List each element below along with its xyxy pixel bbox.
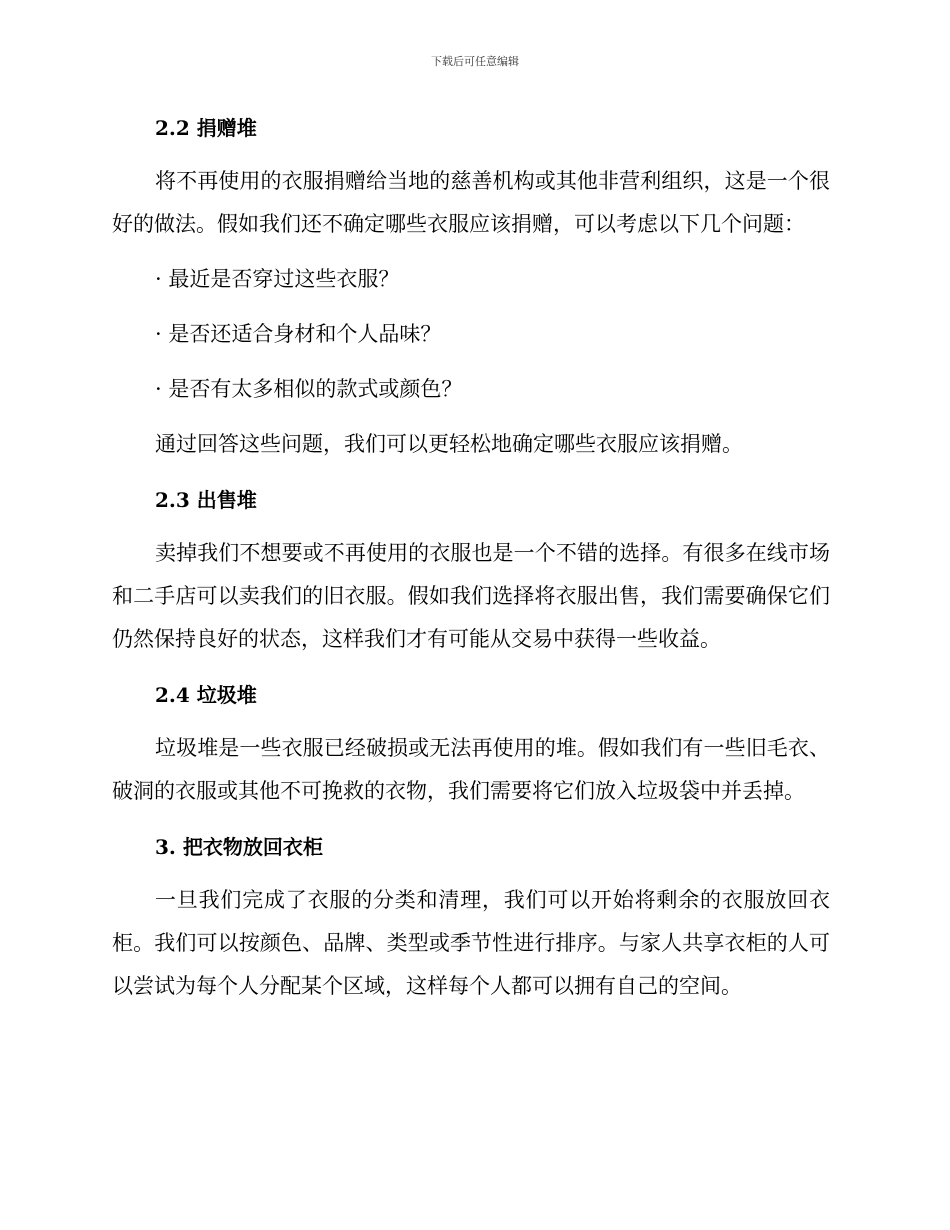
bullet-item: · 是否还适合身材和个人品味？ [155,322,442,346]
section-heading-2-3: 2.3 出售堆 [155,488,257,512]
section-heading-2-2: 2.2 捐赠堆 [155,116,257,140]
document-body [112,108,830,1008]
section-2-2-intro: 将不再使用的衣服捐赠给当地的慈善机构或其他非营利组织，这是一个很好的做法。假如我们还不确定哪些衣服应该捐赠，可以考虑以下几个问题： [112,169,830,236]
section-3-body: 一旦我们完成了衣服的分类和清理，我们可以开始将剩余的衣服放回衣柜。我们可以按颜色、品牌、类型或季节性进行排序。与家人共享衣柜的人可以尝试为每个人分配某个区域，这样每个人都可以拥有自己的空间。 [112,888,830,998]
bullet-item: · 是否有太多相似的款式或颜色？ [155,377,463,401]
section-2-2-outro: 通过回答这些问题，我们可以更轻松地确定哪些衣服应该捐赠。 [155,432,743,456]
section-2-4-body: 垃圾堆是一些衣服已经破损或无法再使用的堆。假如我们有一些旧毛衣、破洞的衣服或其他不可挽救的衣物，我们需要将它们放入垃圾袋中并丢掉。 [112,736,830,803]
bullet-item: · 最近是否穿过这些衣服？ [155,267,400,291]
section-2-3-body: 卖掉我们不想要或不再使用的衣服也是一个不错的选择。有很多在线市场和二手店可以卖我们的旧衣服。假如我们选择将衣服出售，我们需要确保它们仍然保持良好的状态，这样我们才有可能从交易中获得一些收益。 [112,541,830,651]
header-note: 下载后可任意编辑 [431,55,519,68]
section-heading-2-4: 2.4 垃圾堆 [155,683,257,707]
section-heading-3: 3. 把衣物放回衣柜 [155,835,323,859]
